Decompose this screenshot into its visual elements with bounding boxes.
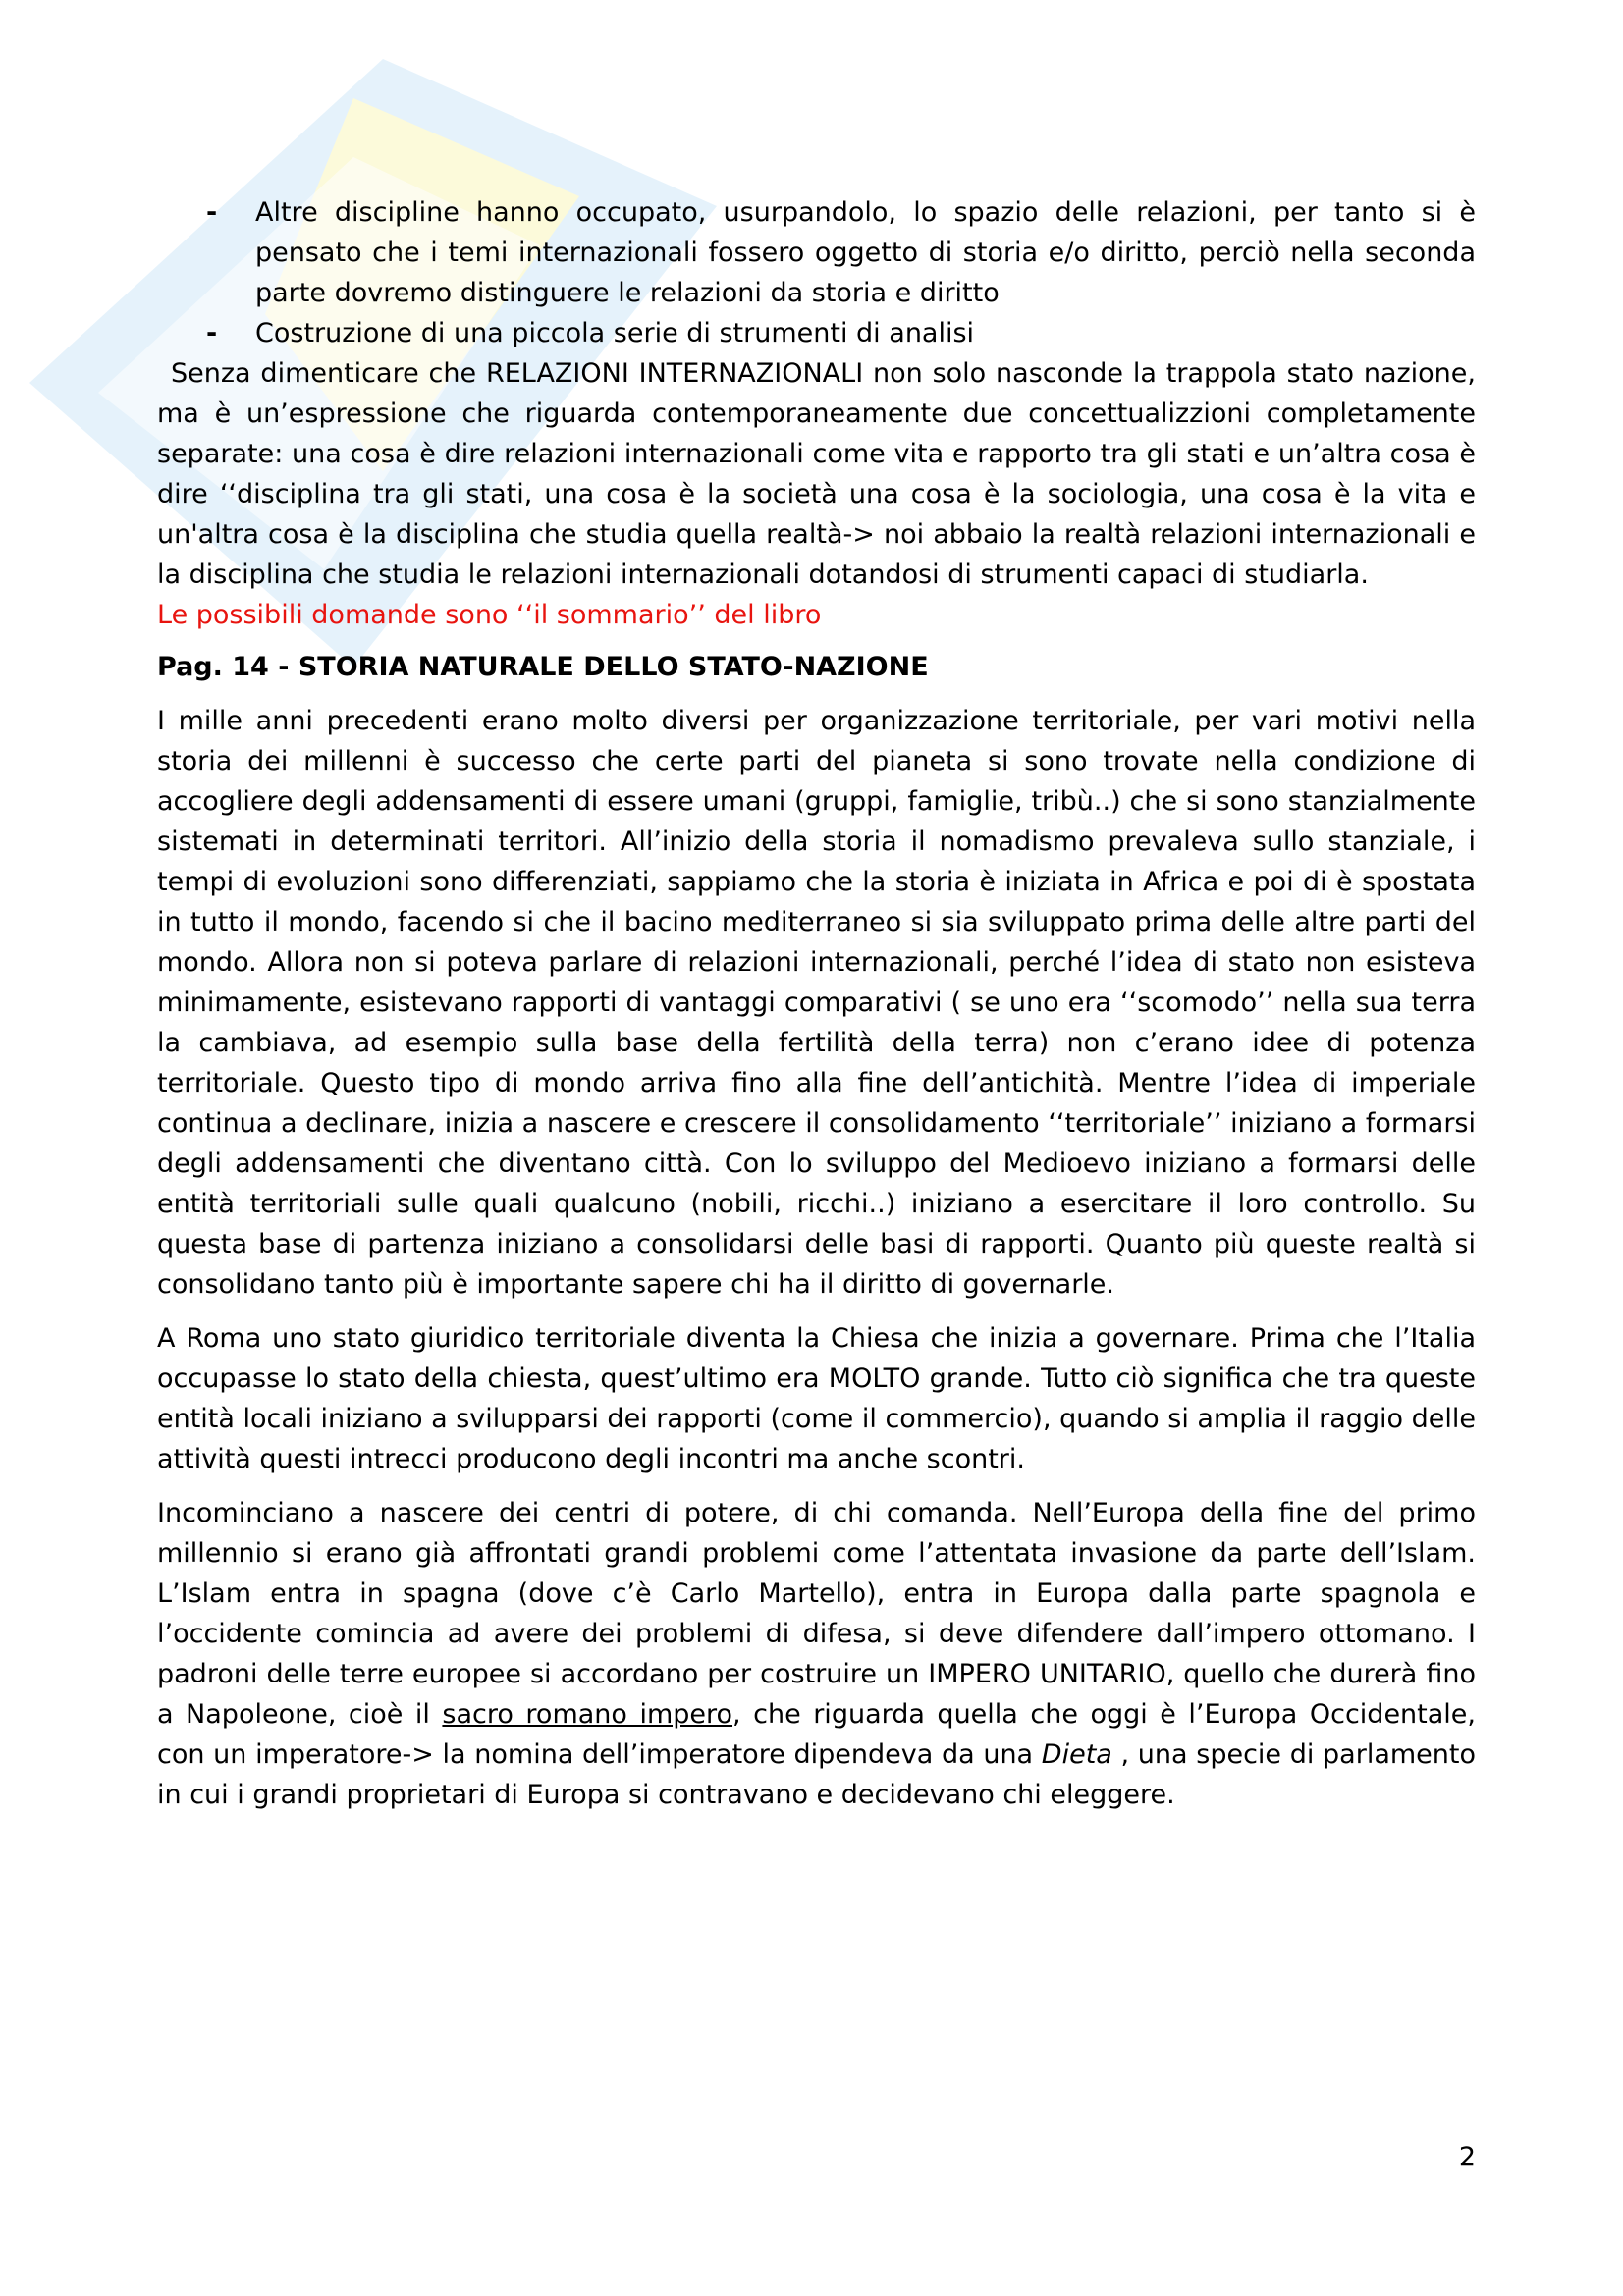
bullet-marker: - <box>206 318 218 348</box>
paragraph-text: , una specie di parlamento in cui i grandi proprietari di Europa si contravano e decidevano chi eleggere. <box>157 1739 1476 1810</box>
bullet-list <box>157 192 1476 353</box>
red-note: Le possibili domande sono ‘‘il sommario’’ del libro <box>157 600 822 630</box>
bullet-text: Costruzione di una piccola serie di strumenti di analisi <box>255 318 975 348</box>
paragraph-1: I mille anni precedenti erano molto diversi per organizzazione territoriale, per vari motivi nella storia dei millenni è successo che certe parti del pianeta si sono trovate nella condizione di accogliere degli addensamenti di essere umani (gruppi, famiglie, tribù..) che si sono stanzialmente sistemati in determinati territori. All’inizio della storia il nomadismo prevaleva sullo stanziale, i tempi di evoluzioni sono differenziati, sappiamo che la storia è iniziata in Africa e poi di è spostata in tutto il mondo, facendo si che il bacino mediterraneo si sia sviluppato prima delle altre parti del mondo. Allora non si poteva parlare di relazioni internazionali, perché l’idea di stato non esisteva minimamente, esistevano rapporti di vantaggi comparativi ( se uno era ‘‘scomodo’’ nella sua terra la cambiava, ad esempio sulla base della fertilità della terra) non c’erano idee di potenza territoriale. Questo tipo di mondo arriva fino alla fine dell’antichità. Mentre l’idea di imperiale continua a declinare, inizia a nascere e crescere il consolidamento ‘‘territoriale’’ iniziano a formarsi degli addensamenti che diventano città. Con lo sviluppo del Medioevo iniziano a formarsi delle entità territoriali sulle quali qualcuno (nobili, ricchi..) iniziano a esercitare il loro controllo. Su questa base di partenza iniziano a consolidarsi delle basi di rapporti. Quanto più queste realtà si consolidano tanto più è importante sapere chi ha il diritto di governarle. <box>157 706 1476 1300</box>
section-heading: Pag. 14 - STORIA NATURALE DELLO STATO-NAZIONE <box>157 652 929 682</box>
document-page <box>157 192 1476 1815</box>
paragraph-text: , che riguarda quella che oggi è l’Europa Occidentale, con un imperatore-> la nomina dell’imperatore dipendeva da una <box>157 1699 1476 1770</box>
paragraph-3 <box>157 1493 1476 1815</box>
paragraph-text: Incominciano a nascere dei centri di potere, di chi comanda. Nell’Europa della fine del primo millennio si erano già affrontati grandi problemi come l’attentata invasione da parte dell’Islam. L’Islam entra in spagna (dove c’è Carlo Martello), entra in Europa dalla parte spagnola e l’occidente comincia ad avere dei problemi di difesa, si deve difendere dall’impero ottomano. I padroni delle terre europee si accordano per costruire un IMPERO UNITARIO, quello che durerà fino a Napoleone, cioè il <box>157 1498 1476 1730</box>
underlined-term: sacro romano impero <box>442 1699 733 1730</box>
bullet-item <box>157 313 1476 353</box>
italic-term: Dieta <box>1041 1739 1112 1770</box>
bullet-text: Altre discipline hanno occupato, usurpandolo, lo spazio delle relazioni, per tanto si è pensato che i temi internazionali fossero oggetto di storia e/o diritto, perciò nella seconda parte dovremo distinguere le relazioni da storia e diritto <box>255 197 1476 308</box>
bullet-marker: - <box>206 197 218 228</box>
page-number: 2 <box>1458 2142 1476 2172</box>
intro-paragraph: Senza dimenticare che RELAZIONI INTERNAZIONALI non solo nasconde la trappola stato nazione, ma è un’espressione che riguarda contemporaneamente due concettualizzioni completamente separate: una cosa è dire relazioni internazionali come vita e rapporto tra gli stati e un’altra cosa è dire ‘‘disciplina tra gli stati, una cosa è la società una cosa è la sociologia, una cosa è la vita e un'altra cosa è la disciplina che studia quella realtà-> noi abbaio la realtà relazioni internazionali e la disciplina che studia le relazioni internazionali dotandosi di strumenti capaci di studiarla. <box>157 358 1476 590</box>
paragraph-2: A Roma uno stato giuridico territoriale diventa la Chiesa che inizia a governare. Prima che l’Italia occupasse lo stato della chiesta, quest’ultimo era MOLTO grande. Tutto ciò significa che tra queste entità locali iniziano a svilupparsi dei rapporti (come il commercio), quando si amplia il raggio delle attività questi intrecci producono degli incontri ma anche scontri. <box>157 1323 1476 1474</box>
bullet-item <box>157 192 1476 313</box>
